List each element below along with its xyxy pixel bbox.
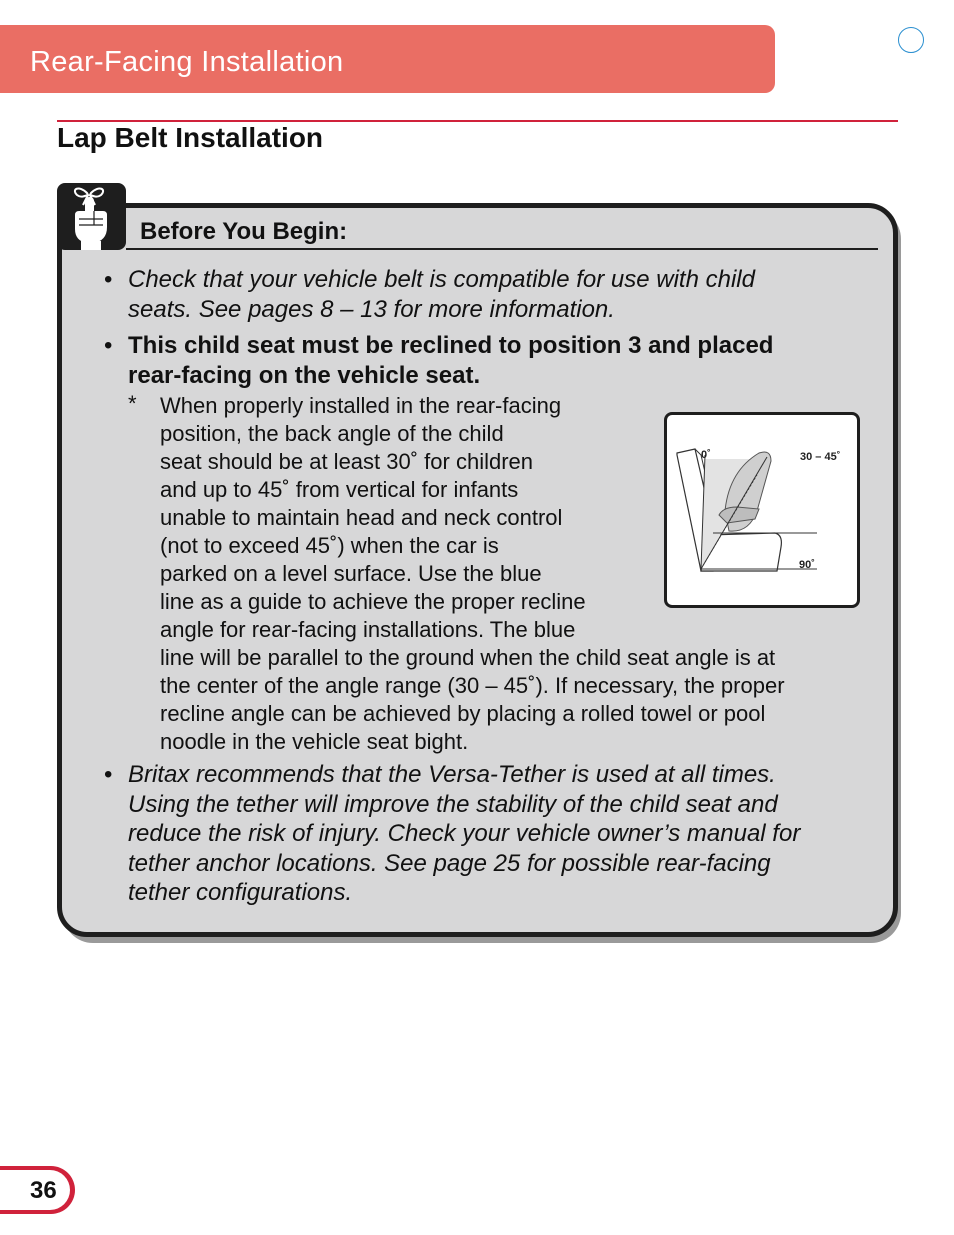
note-line: unable to maintain head and neck control	[160, 505, 563, 530]
bullet-marker: •	[104, 266, 113, 293]
text-line: rear-facing on the vehicle seat.	[128, 361, 481, 389]
note-line: recline angle can be achieved by placing a rolled towel or pool	[160, 701, 766, 726]
note-line: line as a guide to achieve the proper recline	[160, 589, 586, 614]
reminder-finger-icon	[57, 183, 126, 250]
note-line: parked on a level surface. Use the blue	[160, 561, 542, 586]
recline-angle-diagram	[664, 412, 860, 608]
text-line: tether anchor locations. See page 25 for possible rear-facing	[128, 849, 771, 877]
corner-circle-mark	[898, 27, 924, 53]
note-line: position, the back angle of the child	[160, 421, 504, 446]
before-you-begin-heading: Before You Begin:	[140, 218, 348, 245]
recline-angle-illustration	[667, 415, 857, 605]
page-header-title: Rear-Facing Installation	[30, 46, 344, 78]
note-line: noodle in the vehicle seat bight.	[160, 729, 469, 754]
note-marker: *	[128, 391, 137, 416]
note-line: the center of the angle range (30 – 45˚). If necessary, the proper	[160, 673, 785, 698]
angle-label-90: 90˚	[799, 559, 815, 571]
note-line: When properly installed in the rear-facing	[160, 393, 562, 418]
section-title: Lap Belt Installation	[57, 122, 324, 153]
text-line: seats. See pages 8 – 13 for more information.	[128, 295, 615, 323]
angle-label-0: 0˚	[701, 449, 711, 461]
text-line: Using the tether will improve the stability of the child seat and	[128, 790, 778, 818]
note-line: line will be parallel to the ground when the child seat angle is at	[160, 645, 776, 670]
note-line: angle for rear-facing installations. The blue	[160, 617, 576, 642]
text-line: Britax recommends that the Versa-Tether is used at all times.	[128, 761, 776, 788]
note-line: (not to exceed 45˚) when the car is	[160, 533, 499, 558]
angle-label-range: 30 – 45˚	[800, 451, 841, 463]
bullet-compatibility	[128, 265, 878, 324]
note-line: seat should be at least 30˚ for children	[160, 449, 534, 474]
bullet-marker: •	[104, 761, 113, 788]
heading-underline	[126, 248, 878, 250]
text-line: This child seat must be reclined to position 3 and placed	[128, 332, 774, 359]
bullet-marker: •	[104, 332, 113, 359]
note-line: and up to 45˚ from vertical for infants	[160, 477, 519, 502]
page-number: 36	[30, 1177, 57, 1204]
text-line: reduce the risk of injury. Check your vehicle owner’s manual for	[128, 820, 801, 847]
bullet-recline-requirement	[128, 331, 878, 390]
bullet-versa-tether	[128, 760, 878, 908]
text-line: tether configurations.	[128, 879, 353, 906]
text-line: Check that your vehicle belt is compatible for use with child	[128, 266, 755, 293]
